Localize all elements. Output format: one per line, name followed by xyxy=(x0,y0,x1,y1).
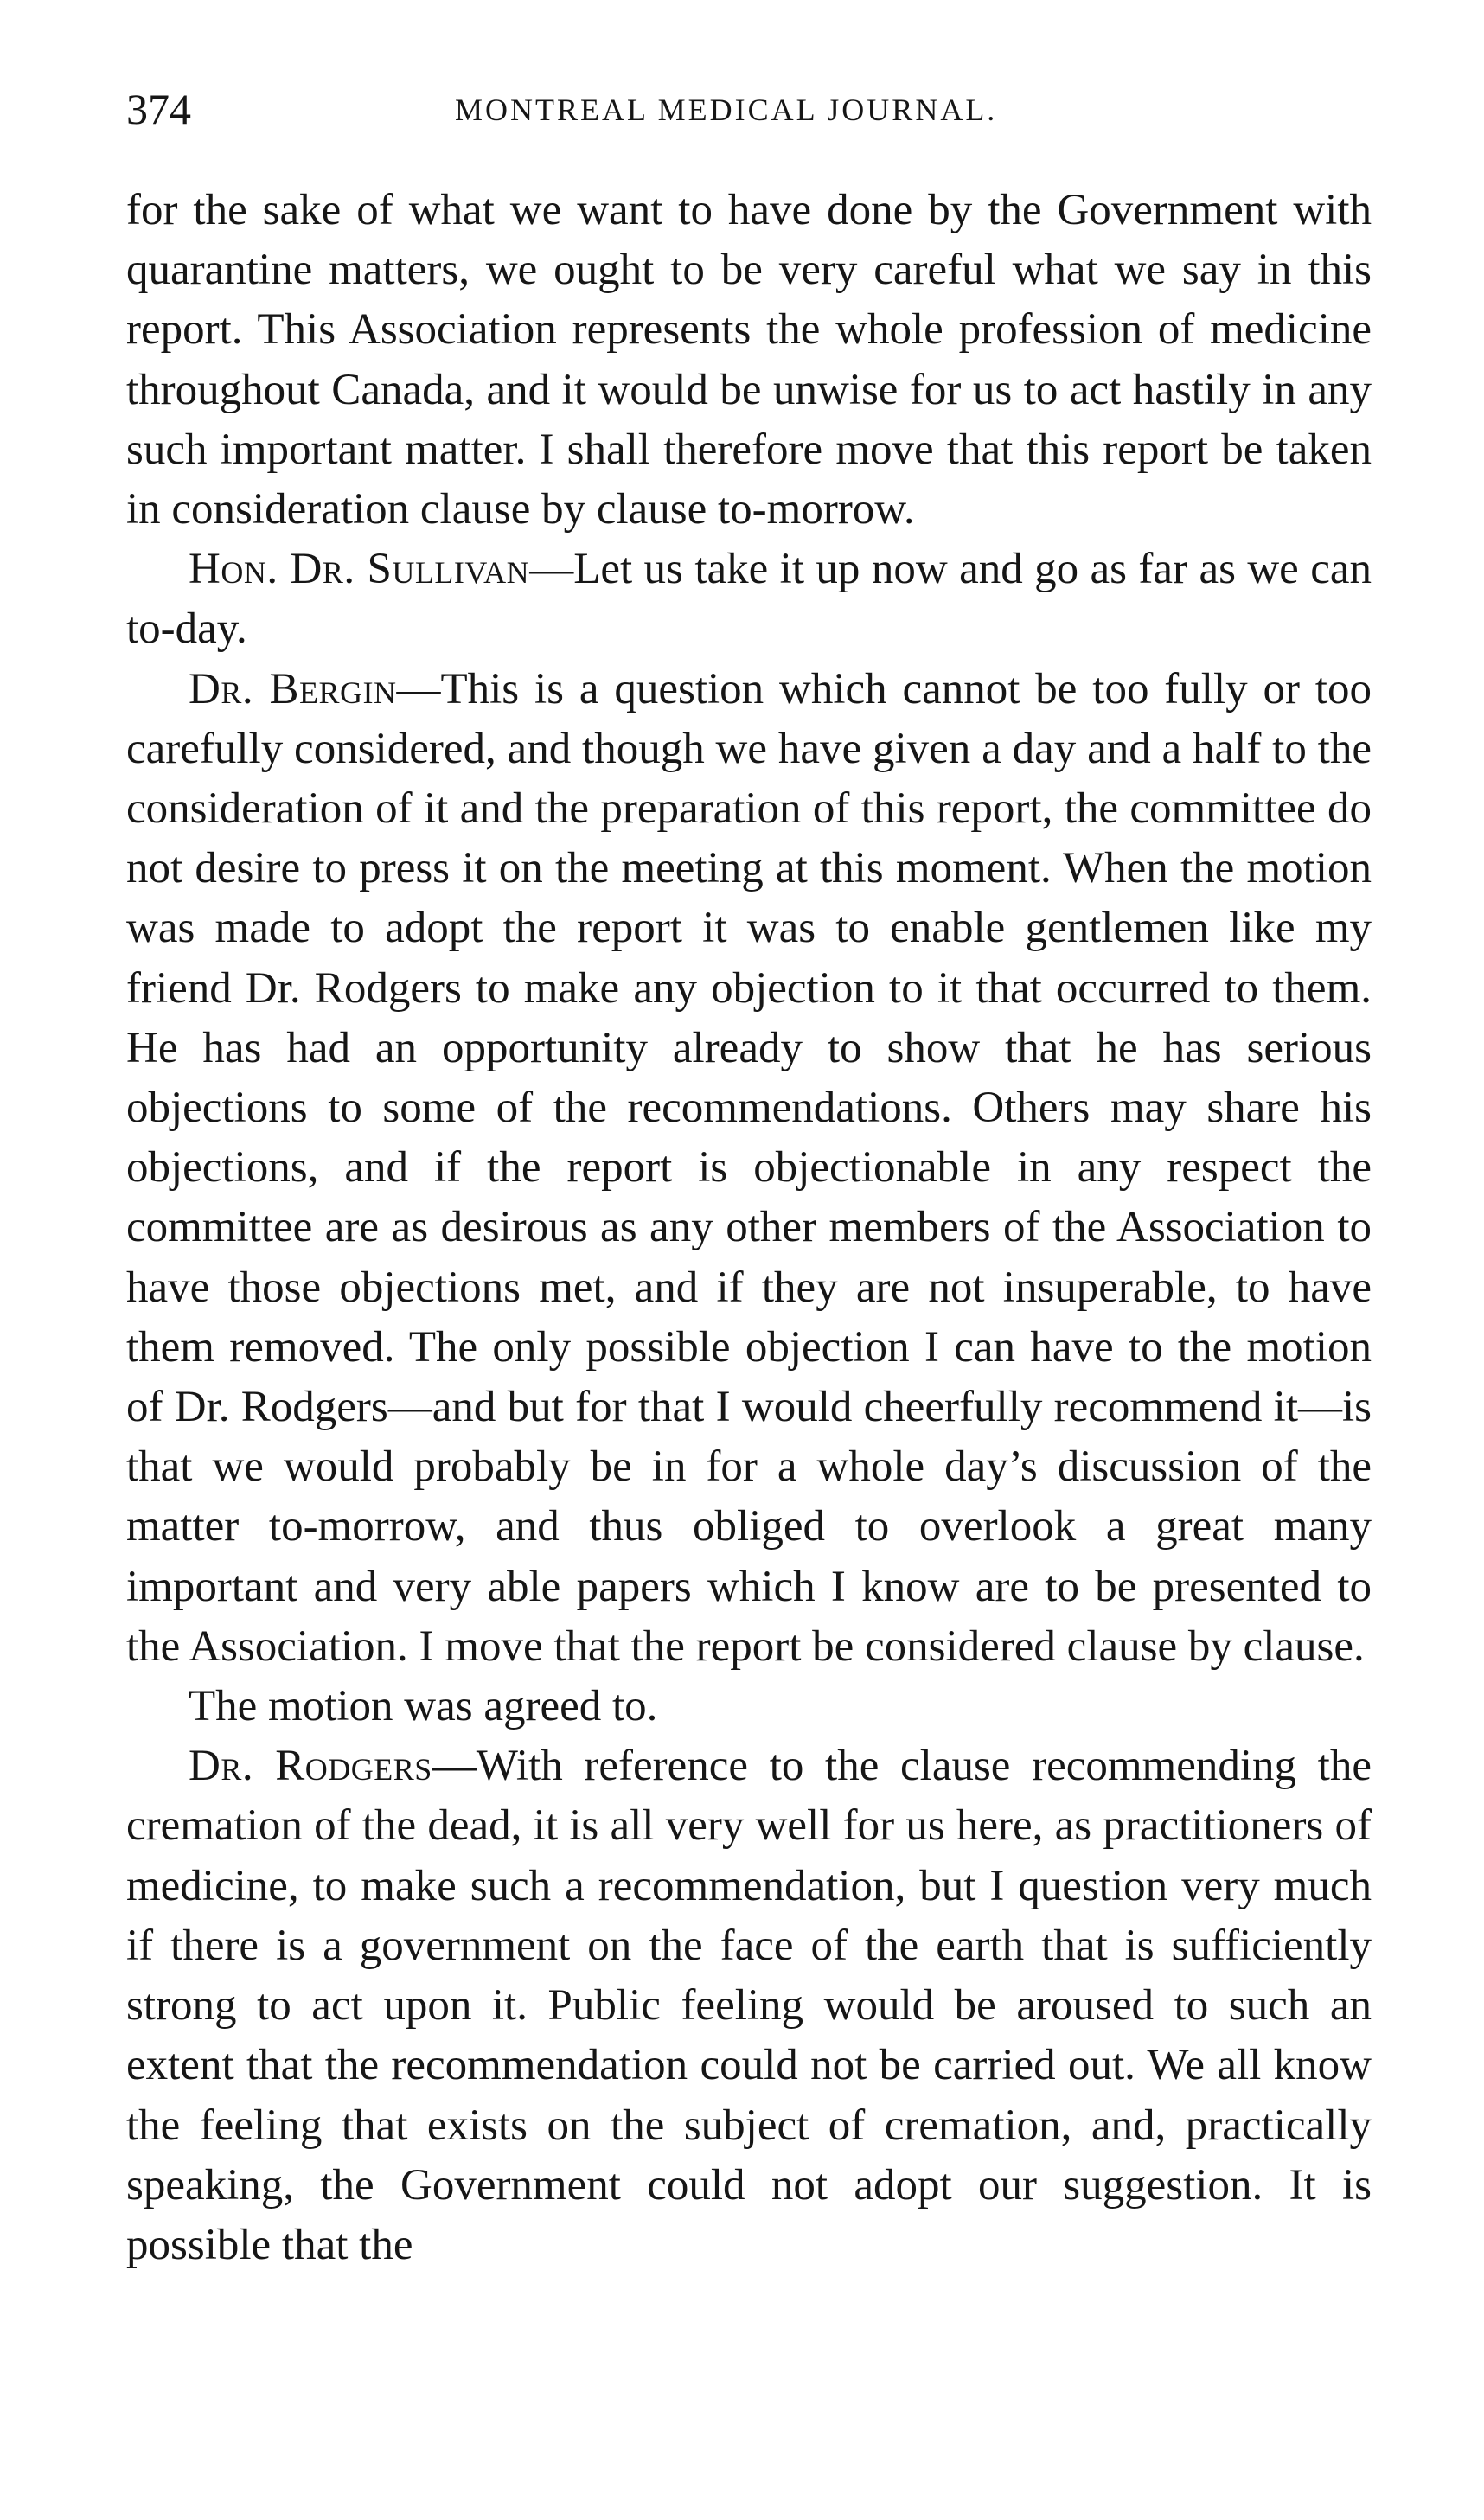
page-number: 374 xyxy=(126,85,191,133)
paragraph-sullivan xyxy=(126,540,1372,659)
paragraph-text: —With reference to the clause recommending the cremation of the dead, it is all very well for us here, as practitioners of medicine, to make such a recommendation, but I question very much if there is a government on the face of the earth that is sufficiently strong to act upon it. Public feeling would be aroused to such an extent that the recommendation could not be carried out. We all know the feeling that exists on the subject of cremation, and, practically speaking, the Government could not adopt our suggestion. It is possible that the xyxy=(126,1742,1372,2269)
running-head: MONTREAL MEDICAL JOURNAL. xyxy=(455,93,998,127)
paragraph-text: The motion was agreed to. xyxy=(189,1682,658,1731)
paragraph-rodgers xyxy=(126,1736,1372,2275)
paragraph-motion-agreed xyxy=(126,1677,1372,1736)
speaker-name: Dr. Rodgers xyxy=(189,1742,432,1791)
speaker-name: Dr. Bergin xyxy=(189,664,397,713)
paragraph-continuation xyxy=(126,181,1372,540)
paragraph-text: —Let us take it up now and go as far as we can to-day. xyxy=(126,545,1372,654)
paragraph-text: —This is a question which cannot be too fully or too carefully considered, and though we have given a day and a half to the consideration of it and the preparation of this report, the committee do not desire to press it on the meeting at this moment. When the motion was made to adopt the report it was to enable gentlemen like my friend Dr. Rodgers to make any objection to it that occurred to them. He has had an opportunity already to show that he has serious objections to some of the recommendations. Others may share his objections, and if the report is objectionable in any respect the committee are as desirous as any other members of the Association to have those objections met, and if they are not insuperable, to have them removed. The only possible objection I can have to the motion of Dr. Rodgers—and but for that I would cheerfully recommend it—is that we would probably be in for a whole day’s discussion of the matter to-morrow, and thus obliged to overlook a great many important and very able papers which I know are to be presented to the Association. I move that the report be considered clause by clause. xyxy=(126,664,1372,1671)
paragraph-text: for the sake of what we want to have done by the Government with quarantine matters, we ought to be very careful what we say in this report. This Association represents the whole profession of medicine throughout Canada, and it would be unwise for us to act hastily in any such important matter. I shall therefore move that this report be taken in consideration clause by clause to-morrow. xyxy=(126,186,1372,534)
body-text xyxy=(126,181,1372,2275)
speaker-name: Hon. Dr. Sullivan xyxy=(189,545,530,594)
page-header xyxy=(126,83,1372,135)
paragraph-bergin xyxy=(126,660,1372,1677)
